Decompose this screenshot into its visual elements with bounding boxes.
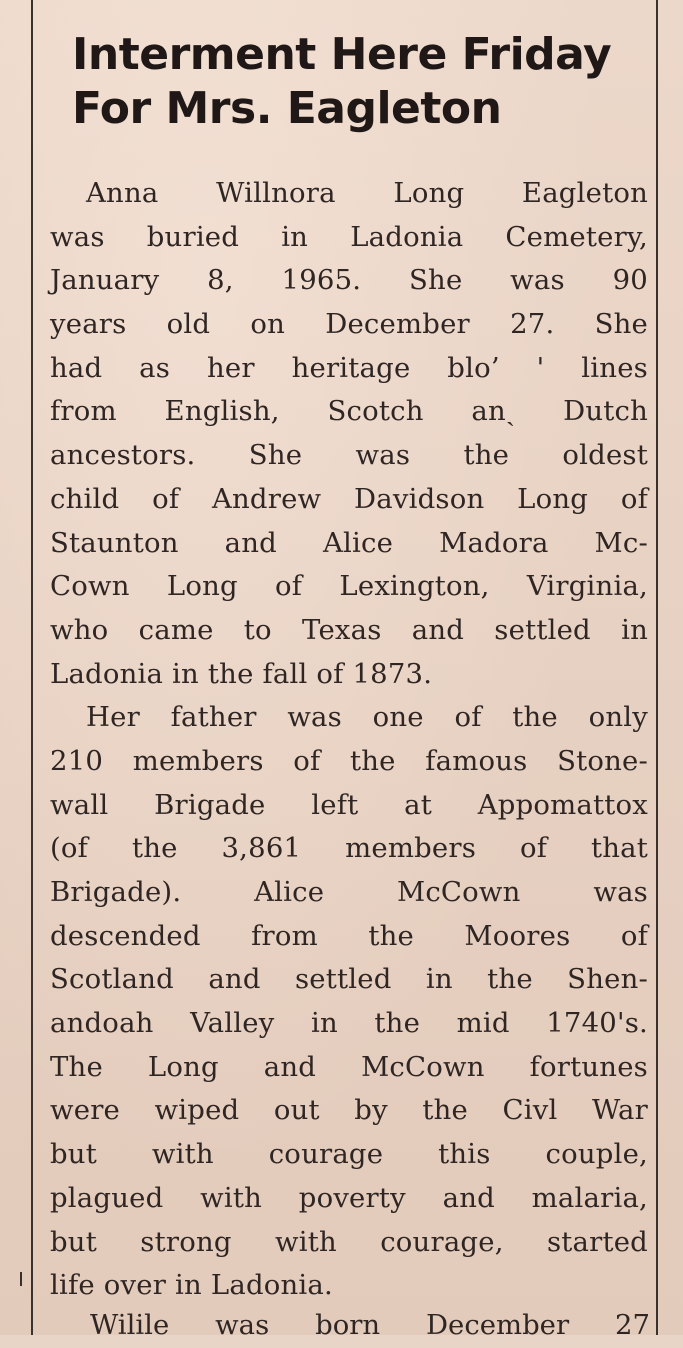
article-line: who came to Texas and settled in xyxy=(50,613,648,646)
article-line: Scotland and settled in the Shen- xyxy=(50,963,648,996)
article-line: but with courage this couple, xyxy=(50,1138,648,1171)
headline-line-1: Interment Here Friday xyxy=(72,29,612,80)
article-line: Ladonia in the fall of 1873. xyxy=(50,657,433,690)
right-column-rule xyxy=(656,0,658,1335)
headline-line-2: For Mrs. Eagleton xyxy=(72,83,502,134)
article-line: Cown Long of Lexington, Virginia, xyxy=(50,570,648,603)
article-line: from English, Scotch anˎ Dutch xyxy=(50,395,648,428)
article-line: had as her heritage blo’ ' lines xyxy=(50,351,648,384)
article-cutoff-line: Wilile was born December 27 xyxy=(90,1309,650,1341)
article-line: child of Andrew Davidson Long of xyxy=(50,482,648,515)
article-line: plagued with poverty and malaria, xyxy=(50,1181,648,1214)
article-line: descended from the Moores of xyxy=(50,919,648,952)
article-line: ancestors. She was the oldest xyxy=(50,439,648,472)
article-body xyxy=(50,172,648,1308)
article-line: The Long and McCown fortunes xyxy=(50,1050,648,1083)
article-line: years old on December 27. She xyxy=(50,308,648,341)
left-column-rule xyxy=(31,0,33,1335)
column-rule-notch xyxy=(20,1272,22,1286)
article-line: wall Brigade left at Appomattox xyxy=(50,788,648,821)
article-line: were wiped out by the Civl War xyxy=(50,1094,648,1127)
article-line: January 8, 1965. She was 90 xyxy=(50,264,648,297)
article-line: Anna Willnora Long Eagleton xyxy=(86,177,648,209)
article-line: 210 members of the famous Stone- xyxy=(50,744,648,777)
article-line: (of the 3,861 members of that xyxy=(50,832,648,865)
article-line: but strong with courage, started xyxy=(50,1225,648,1258)
article-headline xyxy=(72,28,650,136)
article-line: Her father was one of the only xyxy=(86,701,648,734)
article-line: life over in Ladonia. xyxy=(50,1269,333,1302)
article-line: Brigade). Alice McCown was xyxy=(50,876,648,908)
article-line: Staunton and Alice Madora Mc- xyxy=(50,526,648,559)
article-line: was buried in Ladonia Cemetery, xyxy=(50,220,648,253)
article-line: andoah Valley in the mid 1740's. xyxy=(50,1007,648,1040)
